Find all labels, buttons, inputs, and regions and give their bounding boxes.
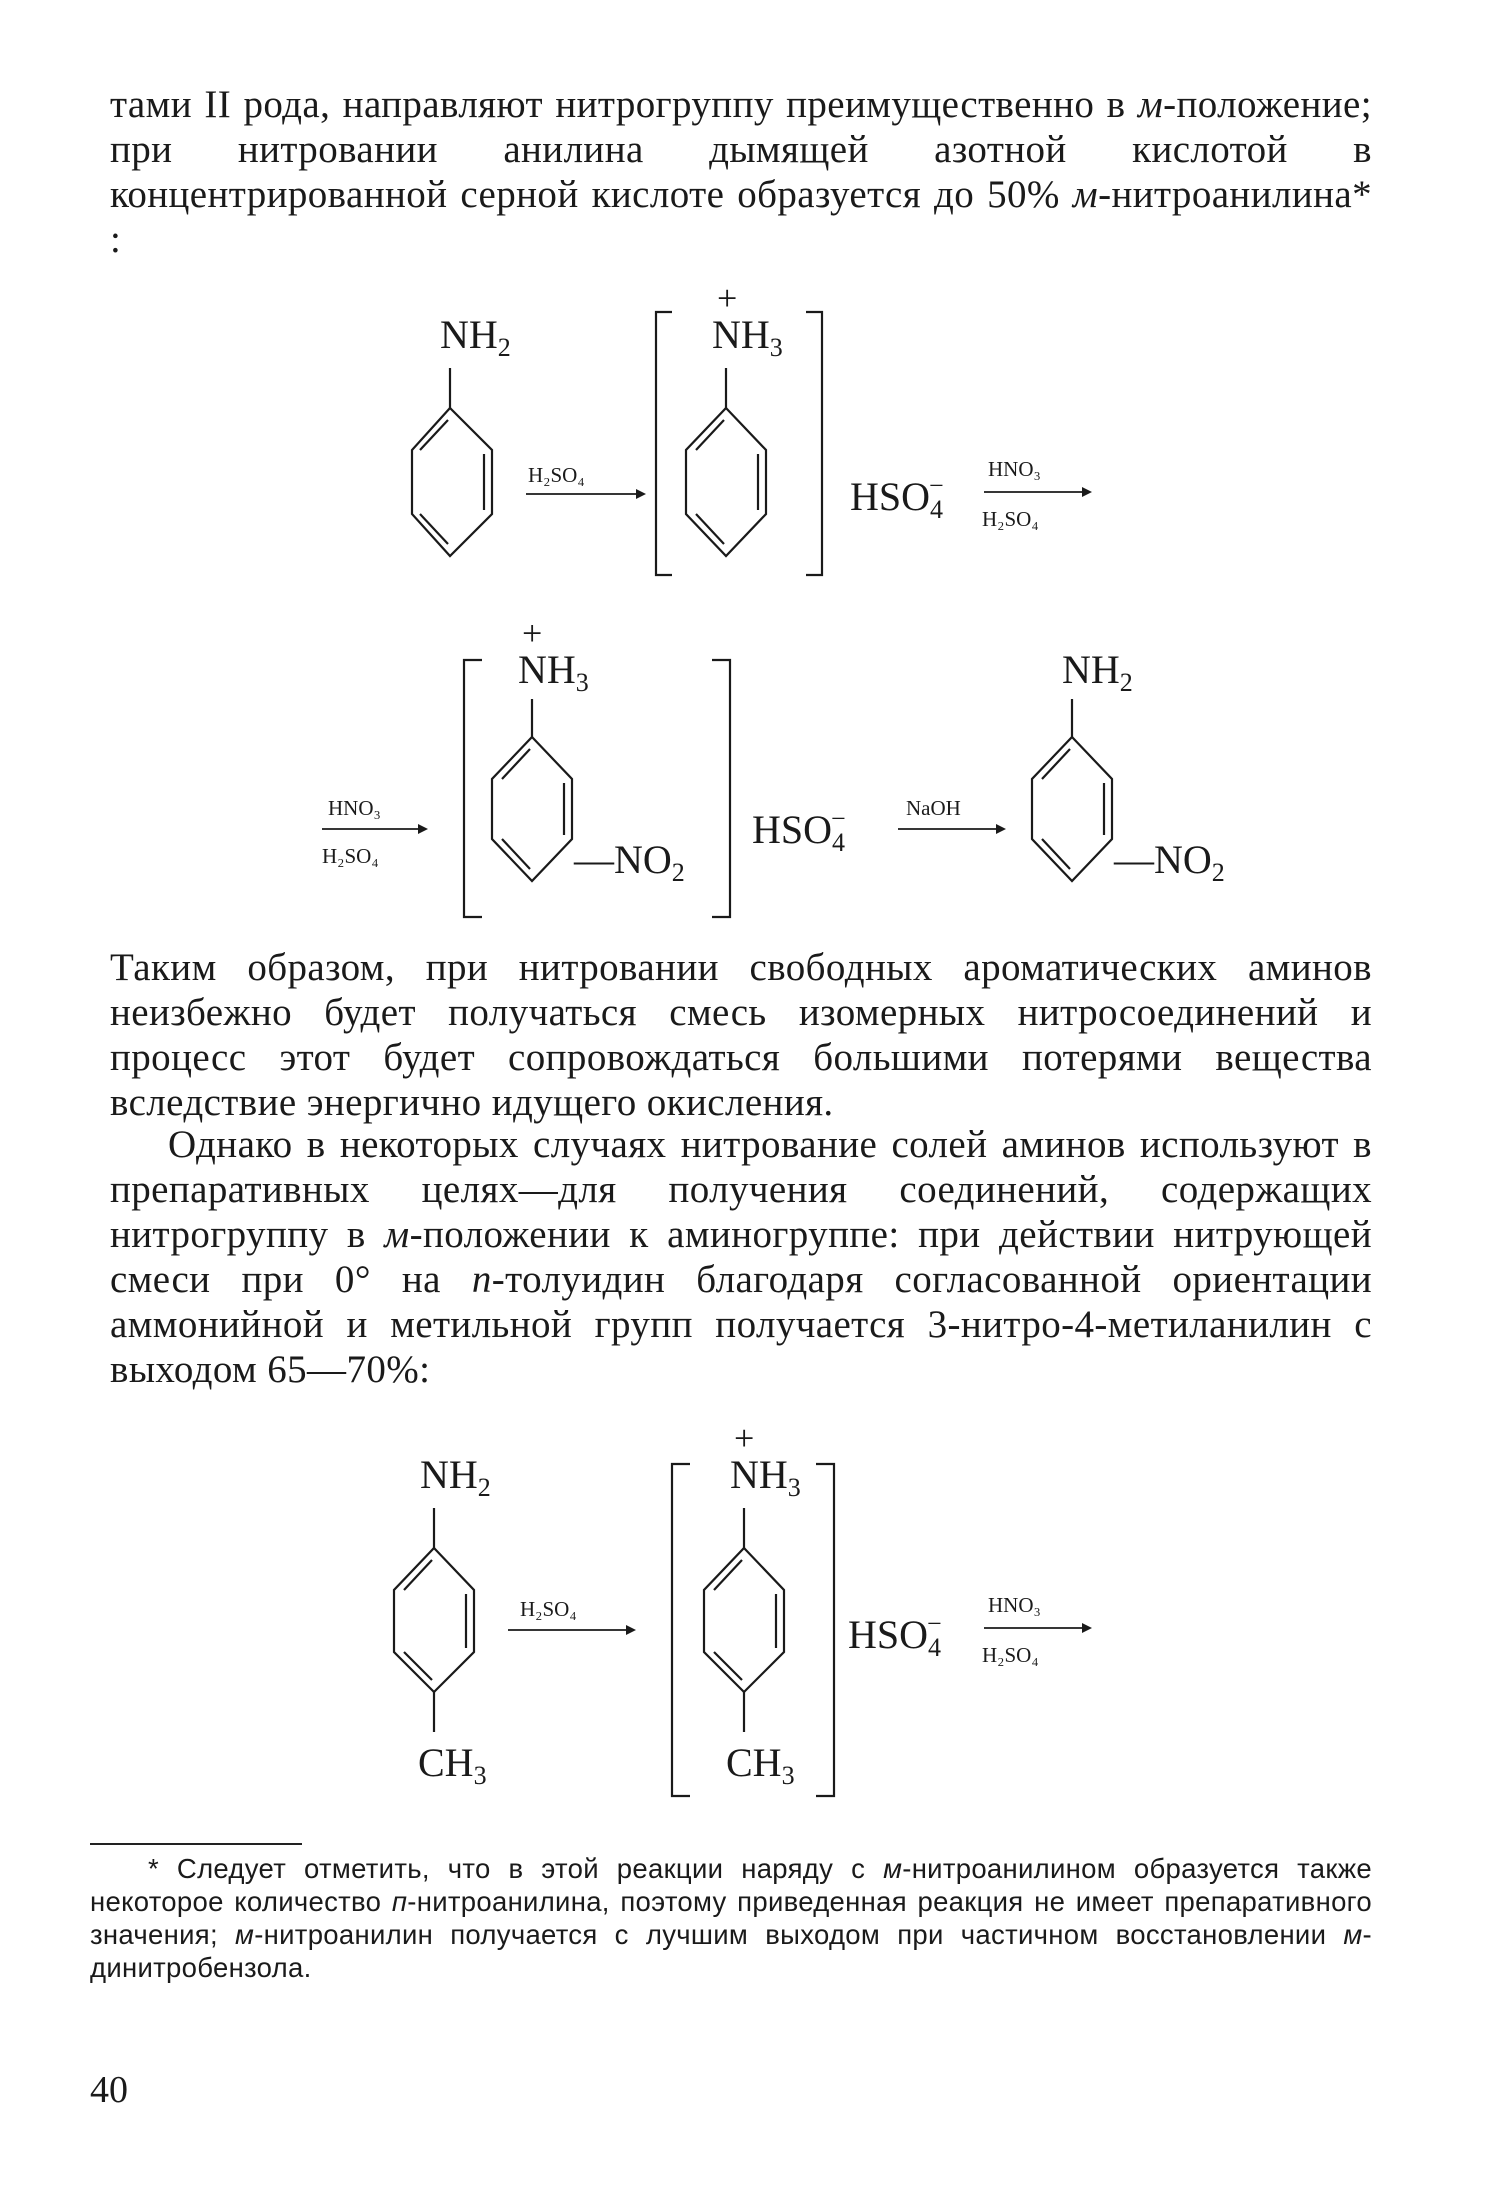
arrowhead [418,824,428,834]
nitro-group-label: $—NO_2$ [1114,837,1225,887]
page-number: 40 [90,2069,128,2111]
h2so4-condition: H₂SO₄ [322,844,379,868]
anilinium-nh3-label: $NH_3$ [712,312,783,362]
hso4-anion: $HSO_4-$ [848,1609,942,1662]
footnote-divider [90,1843,302,1845]
h2so4-condition: H₂SO₄ [982,1643,1039,1667]
arrowhead [626,1625,636,1635]
aniline-nh2-label: $NH_2$ [440,312,511,362]
arrowhead [1082,487,1092,497]
scheme1-svg [0,270,1500,640]
plus-charge: + [717,278,738,318]
paragraph-toluidine: Однако в некоторых случаях нитрование солей аминов используют в препаративных целях—для получения соединений, содержащих нитрогруппу в м-положении к аминогруппе: при действии нитрующей смеси при 0° на п-толуидин благодаря согласованной ориентации аммонийной и метильной групп получается 3-нитро-4-метиланилин с выходом 65—70%: [110,1123,1373,1391]
arrowhead [1082,1623,1092,1633]
nitroanilinium-nh3-label: $NH_3$ [518,647,589,697]
toluidine-ch3-label: $CH_3$ [418,1740,487,1790]
toluidine-nh2-label: $NH_2$ [420,1452,491,1502]
nitro-group-label: $—NO_2$ [574,837,685,887]
toluidinium-nh3-label: $NH_3$ [730,1452,801,1502]
toluidinium-ring [704,1508,784,1732]
reaction-scheme-aniline-protonation [0,270,1500,640]
toluidine-ring [394,1508,474,1732]
hso4-anion: $HSO_4-$ [850,471,944,524]
paragraph-intro: тами II рода, направляют нитрогруппу преимущественно в м-положение; при нитровании анилина дымящей азотной кислотой в концентрированной серной кислоте образуется до 50% м-нитроанилина* : [110,83,1372,261]
scheme2-svg [0,625,1500,935]
h2so4-condition: H₂SO₄ [520,1597,577,1621]
nitroaniline-ring [1032,699,1112,881]
hso4-anion: $HSO_4-$ [752,804,846,857]
toluidinium-ch3-label: $CH_3$ [726,1740,795,1790]
reaction-scheme-toluidine [0,1420,1500,1820]
arrowhead [996,824,1006,834]
aniline-ring [412,368,492,556]
footnote: * Следует отметить, что в этой реакции наряду с м-нитроанилином образуется также некоторое количество п-нитроанилина, поэтому приведенная реакция не имеет препаративного значения; м-нитроанилин получается с лучшим выходом при частичном восстановлении м-динитробензола. [90,1853,1373,1983]
hno3-condition: HNO₃ [988,1593,1041,1617]
h2so4-condition: H₂SO₄ [528,463,585,487]
nitroaniline-nh2-label: $NH_2$ [1062,647,1133,697]
plus-charge: + [734,1420,755,1458]
paragraph-conclusion: Таким образом, при нитровании свободных ароматических аминов неизбежно будет получаться смесь изомерных нитросоединений и процесс этот будет сопровождаться большими потерями вещества вследствие энергично идущего окисления. [110,946,1372,1124]
anilinium-ring [686,368,766,556]
scheme3-svg [0,1420,1500,1820]
reaction-scheme-nitration [0,625,1500,935]
naoh-condition: NaOH [906,796,961,820]
arrowhead [636,489,646,499]
plus-charge: + [522,625,543,653]
nitroanilinium-ring [492,699,572,881]
h2so4-condition: H₂SO₄ [982,507,1039,531]
hno3-condition: HNO₃ [988,457,1041,481]
hno3-condition: HNO₃ [328,796,381,820]
